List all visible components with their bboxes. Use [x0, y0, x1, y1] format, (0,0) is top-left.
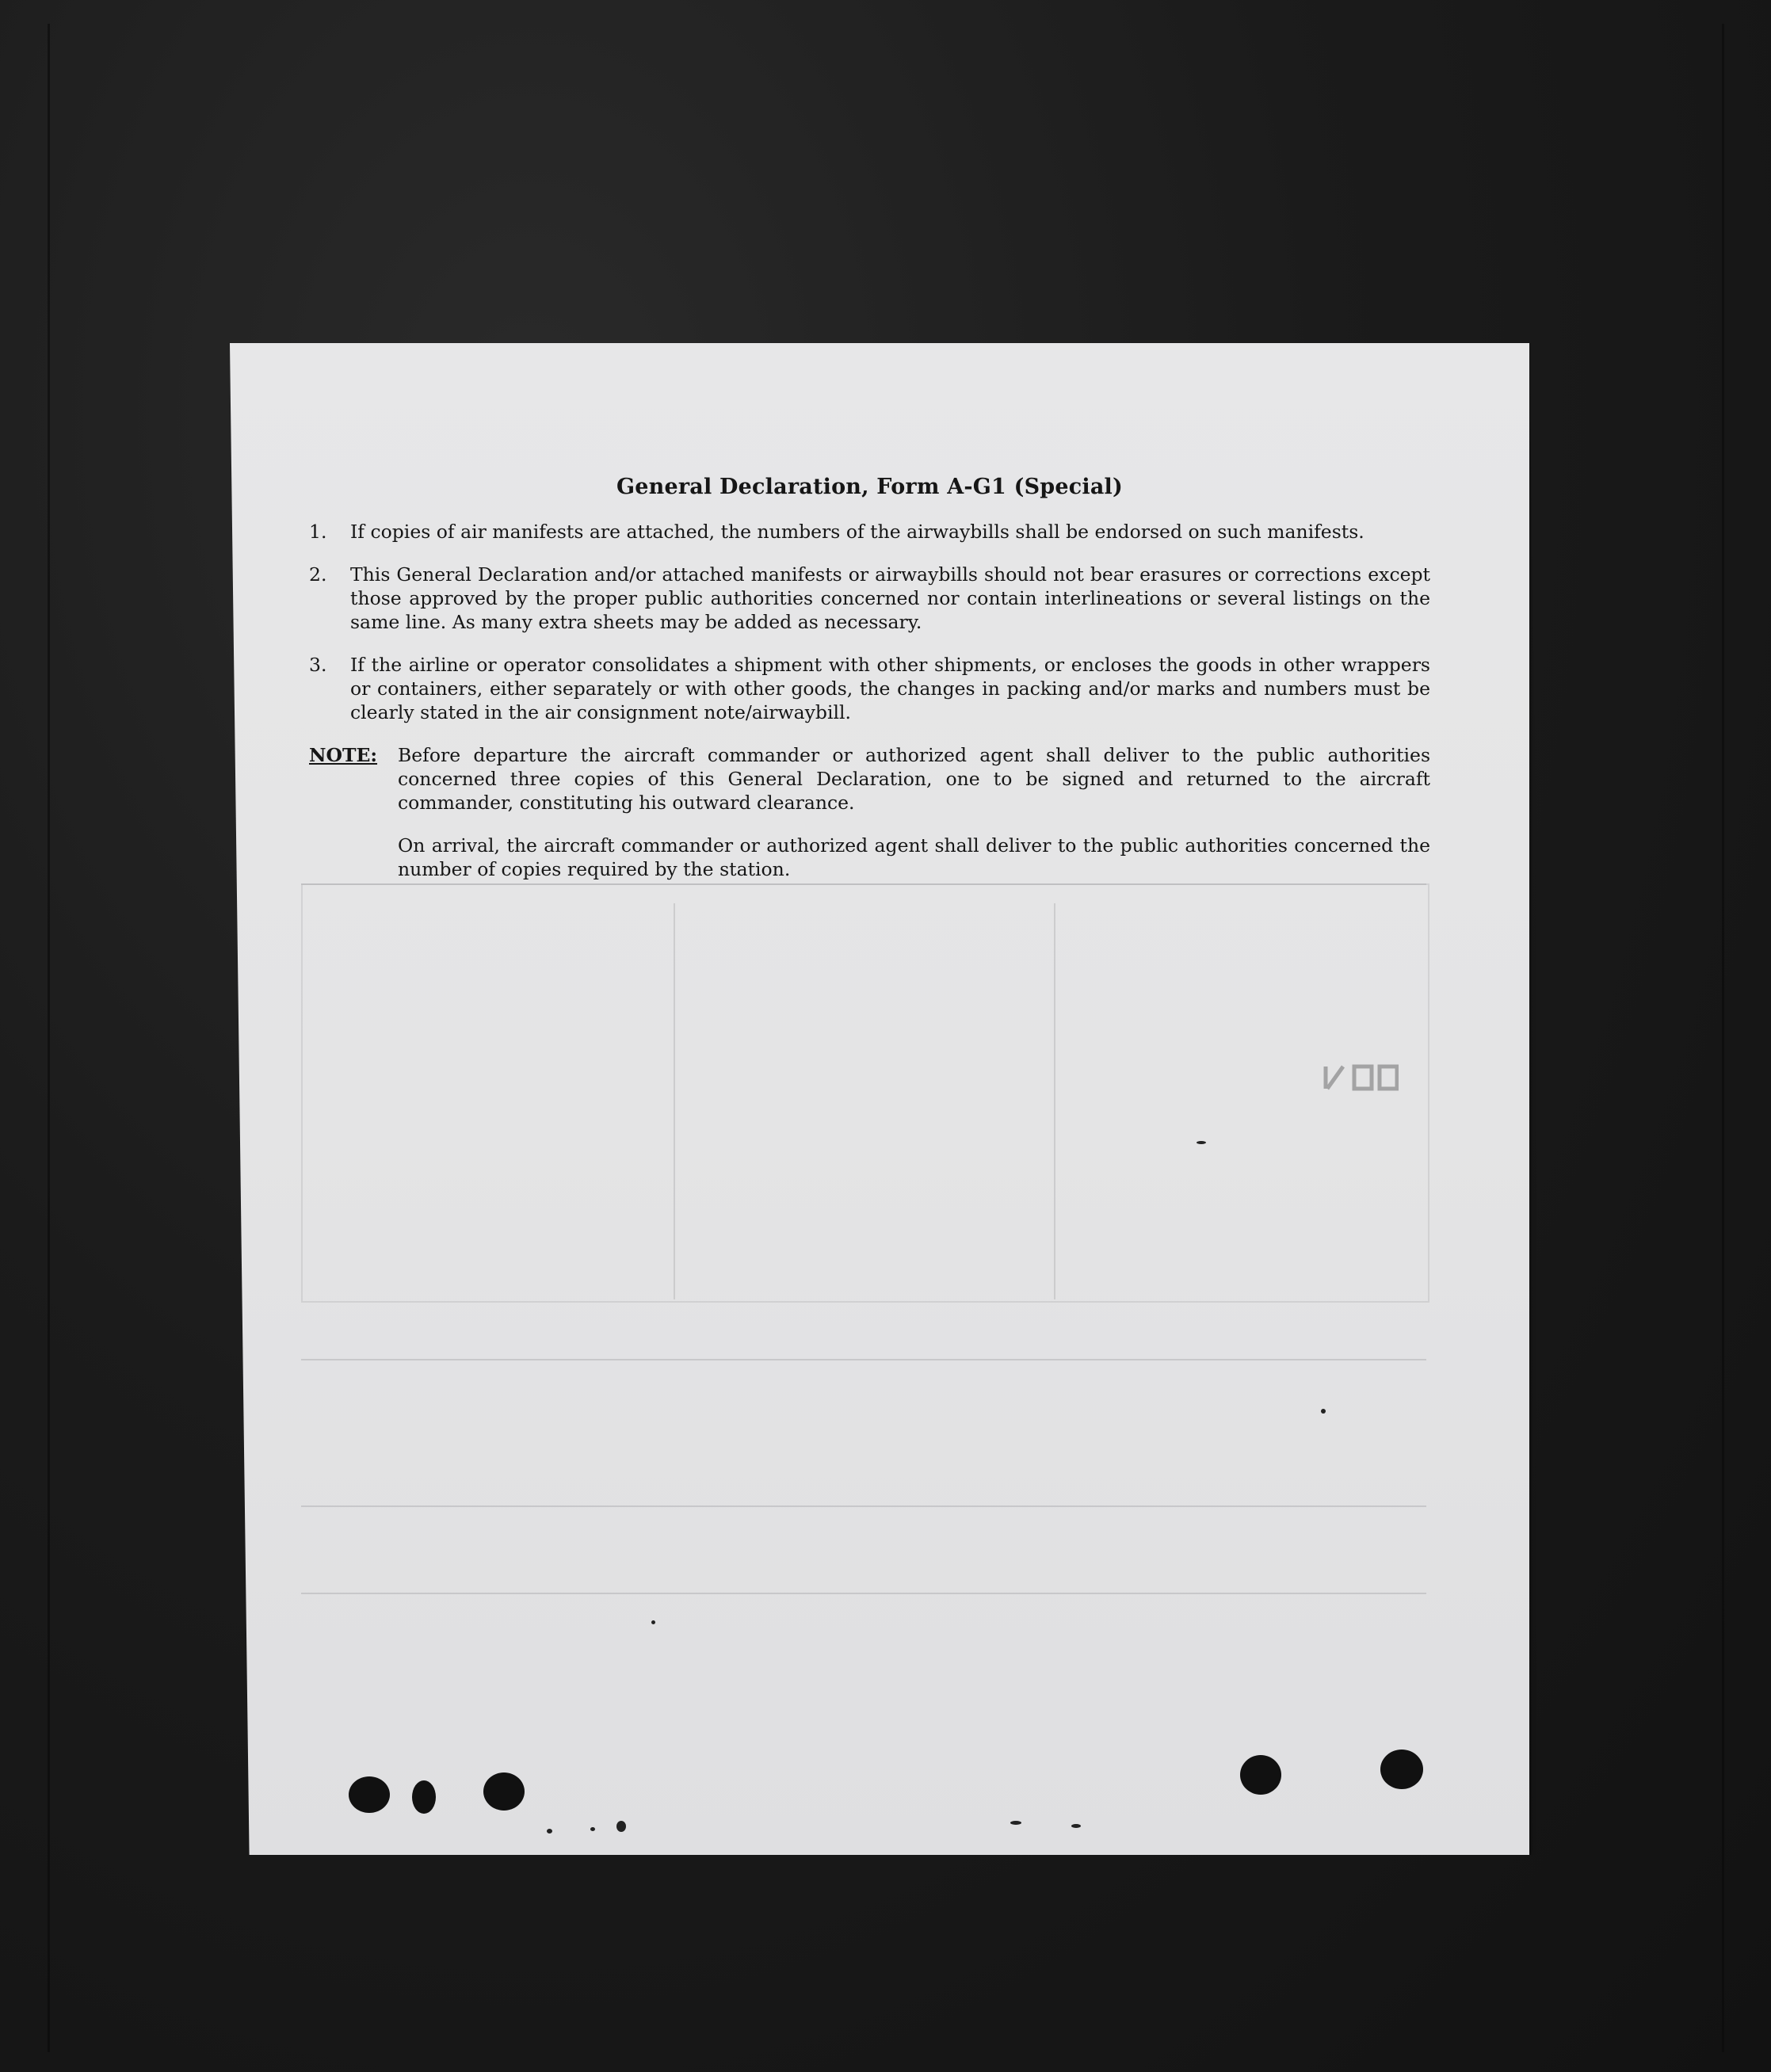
list-item-number: 1.: [309, 521, 327, 543]
list-item-number: 3.: [309, 654, 327, 676]
bleed-through-rule: [301, 1359, 1426, 1360]
punch-hole: [1240, 1755, 1281, 1795]
dust-speck: [651, 1620, 655, 1624]
dust-speck: [616, 1821, 626, 1832]
stamp-glyphs: [1311, 1062, 1399, 1093]
dust-speck: [1071, 1824, 1081, 1828]
bleed-through-table: [301, 883, 1429, 1303]
note-body: [398, 743, 1430, 900]
list-item-text: If the airline or operator consolidates a shipment with other shipments, or encloses the goods in other wrappers or containers, either separately or with other goods, the changes in packing and/or marks and numbers must be clearly stated in the air consignment note/airwaybill.: [350, 654, 1430, 723]
note-label: NOTE:: [309, 744, 378, 766]
punch-hole: [349, 1776, 390, 1813]
stamped-number-bleed-through: [1311, 1062, 1399, 1101]
bleed-through-rule: [1054, 903, 1057, 1299]
punch-hole: [1380, 1750, 1423, 1789]
punch-hole: [483, 1772, 525, 1811]
dust-speck: [590, 1827, 595, 1831]
document-title: General Declaration, Form A-G1 (Special): [616, 475, 1123, 499]
bleed-through-rule: [301, 1505, 1426, 1507]
list-item-text: This General Declaration and/or attached manifests or airwaybills should not bear erasures or corrections except those approved by the proper public authorities concerned nor contain interlineations or several listings on the same line. As many extra sheets may be added as necessary.: [350, 563, 1430, 633]
list-item: [309, 563, 1430, 634]
list-item-number: 2.: [309, 563, 327, 586]
dust-speck: [1197, 1141, 1206, 1144]
bleed-through-rule: [301, 1593, 1426, 1594]
note-paragraph: Before departure the aircraft commander or authorized agent shall deliver to the public authorities concerned three copies of this General Declaration, one to be signed and returned to the aircraft commander, constituting his outward clearance.: [398, 744, 1430, 814]
dust-speck: [1010, 1821, 1021, 1825]
document-content: [309, 475, 1430, 900]
dust-speck: [547, 1829, 552, 1834]
bleed-through-rule: [674, 903, 677, 1299]
list-item: [309, 520, 1430, 544]
list-item: [309, 653, 1430, 724]
punch-hole: [412, 1780, 436, 1814]
note-section: [309, 743, 1430, 900]
list-item-text: If copies of air manifests are attached, the numbers of the airwaybills shall be endorsed on such manifests.: [350, 521, 1365, 543]
note-paragraph: On arrival, the aircraft commander or authorized agent shall deliver to the public authorities concerned the number of copies required by the station.: [398, 834, 1430, 880]
dust-speck: [1321, 1409, 1326, 1414]
